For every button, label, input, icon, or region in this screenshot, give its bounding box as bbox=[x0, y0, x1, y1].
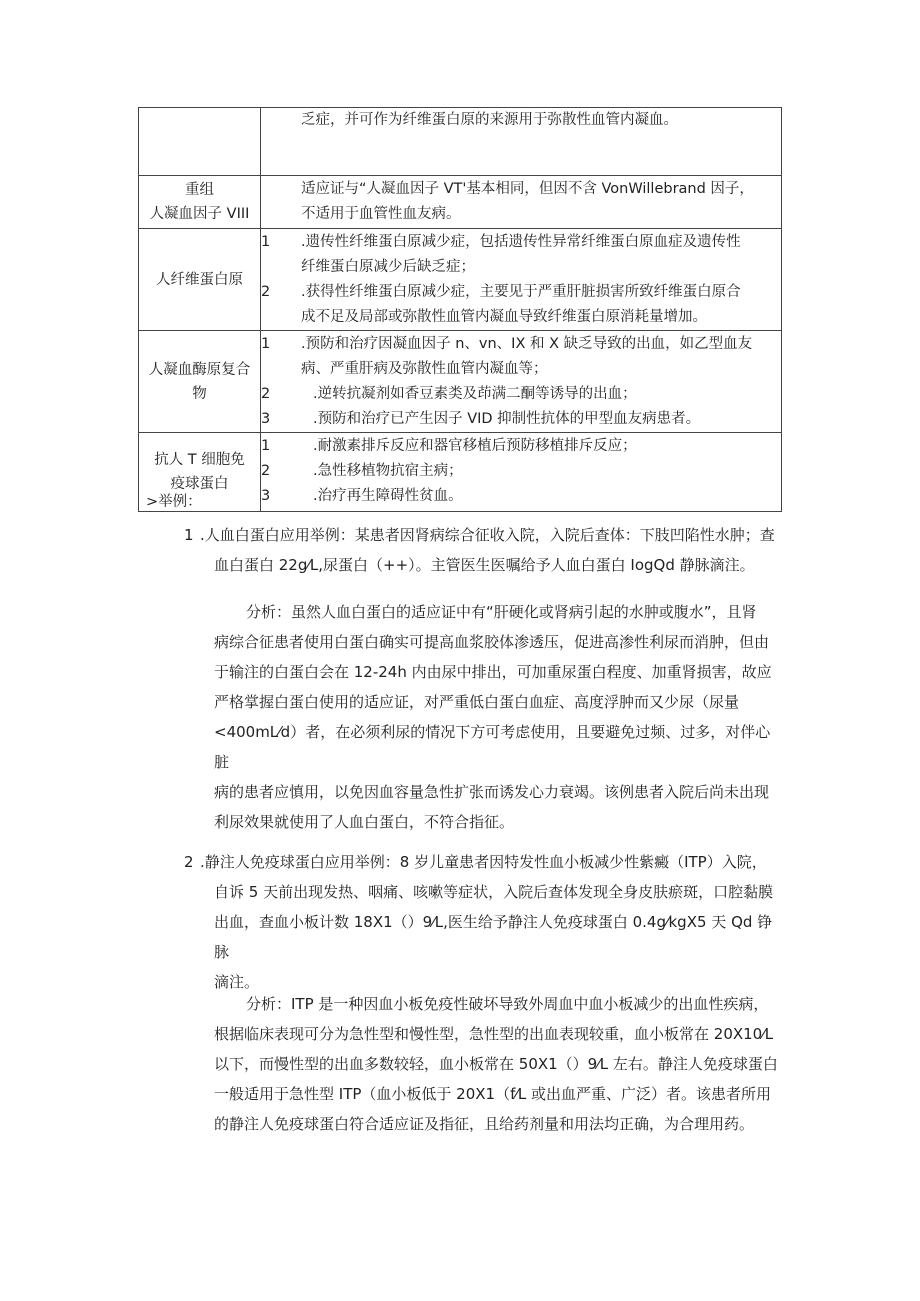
indication-item bbox=[261, 280, 781, 330]
indication-item bbox=[261, 332, 781, 382]
analysis-line: 以下，而慢性型的出血多数较轻，血小板常在 50X1（）9⁄L 左右。静注人免疫球蛋白 bbox=[214, 1055, 778, 1073]
analysis-line: 于输注的白蛋白会在 12-24h 内由尿中排出，可加重尿蛋白程度、加重肾损害，故应 bbox=[214, 663, 772, 681]
item-number: 1 bbox=[261, 234, 271, 250]
table-row bbox=[139, 176, 782, 229]
example-1 bbox=[184, 520, 784, 580]
indication-line: .获得性纤维蛋白原减少症，主要见于严重肝脏损害所致纤维蛋白原合 bbox=[301, 284, 741, 300]
table-row bbox=[139, 229, 782, 331]
drug-name-cell bbox=[139, 176, 261, 229]
drug-name: 重组 bbox=[185, 182, 214, 198]
example-line: .静注人免疫球蛋白应用举例：8 岁儿童患者因特发性血小板减少性紫癜（ITP）入院， bbox=[200, 853, 767, 871]
drug-name-cell bbox=[139, 108, 261, 176]
indication-line: 成不足及局部或弥散性血管内凝血导致纤维蛋白原消耗量增加。 bbox=[301, 309, 707, 325]
example-line: 血白蛋白 22g⁄L,尿蛋白（++）。主管医生医嘱给予人血白蛋白 IogQd 静脉滴注。 bbox=[214, 556, 755, 574]
indication-line: .预防和治疗已产生因子 VID 抑制性抗体的甲型血友病患者。 bbox=[313, 411, 701, 427]
examples-heading: >举例： bbox=[146, 494, 202, 510]
table-row bbox=[139, 331, 782, 433]
drug-name-cell bbox=[139, 331, 261, 433]
table-row bbox=[139, 108, 782, 176]
indication-cell bbox=[261, 331, 782, 433]
indication-item bbox=[261, 230, 781, 280]
drug-indication-table bbox=[138, 107, 782, 512]
drug-name: 疫球蛋白 bbox=[170, 476, 229, 492]
example-line: .人血白蛋白应用举例：某患者因肾病综合征收入院，入院后查体：下肢凹陷性水肿；查 bbox=[200, 526, 775, 544]
analysis-line: 分析：ITP 是一种因血小板免疫性破坏导致外周血中血小板减少的出血性疾病， bbox=[246, 995, 769, 1013]
item-number: 1 bbox=[261, 438, 271, 454]
indication-item bbox=[261, 459, 781, 484]
indication-item bbox=[261, 434, 781, 459]
indication-line: .急性移植物抗宿主病； bbox=[313, 463, 463, 479]
item-number: 2 bbox=[261, 463, 271, 479]
indication-line: .逆转抗凝剂如香豆素类及茚满二酮等诱导的出血； bbox=[313, 386, 637, 402]
analysis-line: 严格掌握白蛋白使用的适应证，对严重低白蛋白血症、高度浮肿而又少尿（尿量 bbox=[214, 693, 740, 711]
table-row bbox=[139, 433, 782, 512]
item-number: 2 bbox=[261, 386, 271, 402]
example-2-analysis bbox=[214, 989, 784, 1139]
drug-name: 人凝血酶原复合 bbox=[148, 361, 251, 378]
example-2 bbox=[184, 847, 784, 997]
indication-item bbox=[261, 484, 781, 509]
indication-line: 纤维蛋白原减少后缺乏症； bbox=[301, 259, 475, 275]
indication-item bbox=[261, 382, 781, 407]
drug-name: 人纤维蛋白原 bbox=[156, 271, 243, 288]
indication-line: .遗传性纤维蛋白原减少症，包括遗传性异常纤维蛋白原血症及遗传性 bbox=[301, 234, 741, 250]
example-line: 自诉 5 天前出现发热、咽痛、咳嗽等症状，入院后查体发现全身皮肤瘀斑，口腔黏膜 bbox=[214, 883, 774, 901]
indication-line: 病、严重肝病及弥散性血管内凝血等； bbox=[301, 361, 548, 377]
drug-name: 抗人 T 细胞免 bbox=[154, 452, 245, 468]
analysis-line: 根据临床表现可分为急性型和慢性型，急性型的出血表现较重，血小板常在 20X10⁄L bbox=[214, 1025, 774, 1043]
example-number: 1 bbox=[184, 526, 194, 544]
indication-cell bbox=[261, 433, 782, 512]
item-number: 3 bbox=[261, 411, 271, 427]
analysis-line: <400mL⁄d）者，在必须利尿的情况下方可考虑使用，且要避免过频、过多，对伴心脏 bbox=[214, 723, 771, 771]
example-line: 滴注。 bbox=[214, 973, 260, 991]
item-number: 2 bbox=[261, 284, 271, 300]
analysis-line: 病的患者应慎用，以免因血容量急性扩张而诱发心力衰竭。该例患者入院后尚未出现 bbox=[214, 783, 770, 801]
drug-name: 人凝血因子 VIII bbox=[149, 206, 250, 222]
analysis-line: 一般适用于急性型 ITP（血小板低于 20X1（f⁄L 或出血严重、广泛）者。该患者所用 bbox=[214, 1085, 771, 1103]
example-1-analysis bbox=[214, 597, 784, 837]
indication-cell bbox=[261, 229, 782, 331]
item-number: 3 bbox=[261, 488, 271, 504]
indication-cell bbox=[261, 176, 782, 229]
indication-line: .耐激素排斥反应和器官移植后预防移植排斥反应； bbox=[313, 438, 637, 454]
example-line: 出血，查血小板计数 18X1（）9⁄L,医生给予静注人免疫球蛋白 0.4g⁄kgX5 天 Qd 铮脉 bbox=[214, 913, 773, 961]
indication-line: 乏症，并可作为纤维蛋白原的来源用于弥散性血管内凝血。 bbox=[301, 112, 678, 128]
analysis-line: 利尿效果就使用了人血白蛋白，不符合指征。 bbox=[214, 813, 515, 831]
drug-name-cell bbox=[139, 229, 261, 331]
indication-line: 不适用于血管性血友病。 bbox=[301, 206, 461, 222]
analysis-line: 分析：虽然人血白蛋白的适应证中有“肝硬化或肾病引起的水肿或腹水”，且肾 bbox=[246, 603, 757, 621]
indication-line: .治疗再生障碍性贫血。 bbox=[313, 488, 463, 504]
indication-item bbox=[261, 407, 781, 432]
analysis-line: 病综合征患者使用白蛋白确实可提高血浆胶体渗透压，促进高渗性利尿而消肿，但由 bbox=[214, 633, 770, 651]
example-number: 2 bbox=[184, 853, 194, 871]
item-number: 1 bbox=[261, 336, 271, 352]
indication-line: 适应证与“人凝血因子 VT'基本相同，但因不含 VonWillebrand 因子， bbox=[301, 181, 754, 197]
analysis-line: 的静注人免疫球蛋白符合适应证及指征，且给药剂量和用法均正确，为合理用药。 bbox=[214, 1115, 755, 1133]
drug-name: 物 bbox=[192, 385, 207, 402]
indication-line: .预防和治疗因凝血因子 n、vn、IX 和 X 缺乏导致的出血，如乙型血友 bbox=[301, 336, 753, 352]
indication-cell bbox=[261, 108, 782, 176]
